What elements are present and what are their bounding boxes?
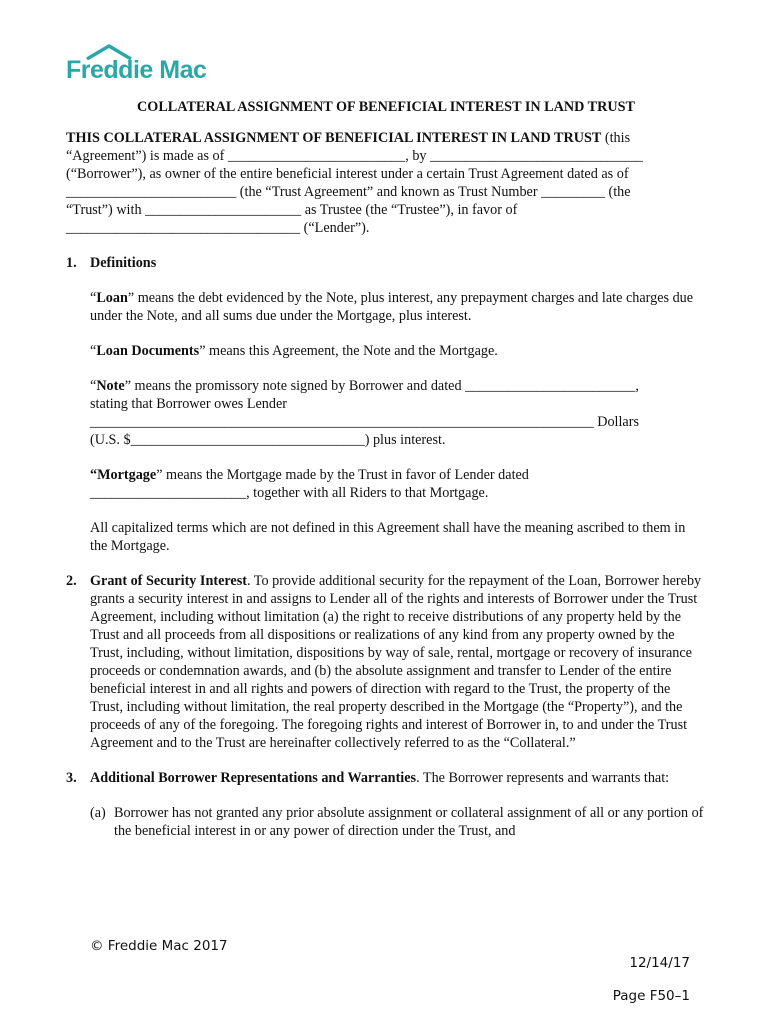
footer-date: 12/14/17 bbox=[629, 955, 690, 971]
term-note: Note bbox=[96, 378, 125, 394]
intro-line-5: “Trust”) with ______________________ as Trustee (the “Trustee”), in favor of bbox=[66, 202, 518, 218]
note-line-2: stating that Borrower owes Lender bbox=[90, 396, 287, 412]
intro-line-1: (this bbox=[601, 130, 631, 146]
intro-line-6: _________________________________ (“Lender”). bbox=[66, 220, 370, 236]
definition-text: ” means the debt evidenced by the Note, plus interest, any prepayment charges and late charges due under the Note, and all sums due under the Mortgage, plus interest. bbox=[90, 290, 694, 324]
intro-lead: THIS COLLATERAL ASSIGNMENT OF BENEFICIAL INTEREST IN LAND TRUST bbox=[66, 130, 602, 146]
subsection-text: Borrower has not granted any prior absolute assignment or collateral assignment of all or any portion of the beneficial interest in or any power of direction under the Trust, and bbox=[114, 805, 704, 839]
term-loan: Loan bbox=[96, 290, 128, 306]
mortgage-line-2: ______________________, together with all Riders to that Mortgage. bbox=[90, 485, 489, 501]
section-heading: Additional Borrower Representations and Warranties bbox=[90, 770, 417, 786]
footer-page-number: Page F50–1 bbox=[612, 988, 690, 1004]
capitalized-terms-paragraph: All capitalized terms which are not defined in this Agreement shall have the meaning ascribed to them in the Mortgage. bbox=[90, 520, 686, 554]
document-title: COLLATERAL ASSIGNMENT OF BENEFICIAL INTEREST IN LAND TRUST bbox=[137, 99, 635, 115]
definition-note: “Note” means the promissory note signed by Borrower and dated ________________________, stating that Borrower owes Lender _______________________________________________________________________ Dollars (U.S. $_________________________________) plus interest. bbox=[90, 377, 706, 449]
definition-loan-documents: “Loan Documents” means this Agreement, the Note and the Mortgage. bbox=[90, 343, 498, 359]
section-text: . To provide additional security for the repayment of the Loan, Borrower hereby grants a security interest in and assigns to Lender all of the rights and interests of Borrower under the Trust Agreement, including without limitation (a) the right to receive distributions of any property held by the Trust and all proceeds from all dispositions or realizations of any kind from any property owned by the Trust, including, without limitation, dispositions by way of sale, rental, mortgage or recovery of insurance proceeds or condemnation awards, and (b) the absolute assignment and transfer to Lender of the entire beneficial interest in and all rights and powers of direction with regard to the Trust, the property of the Trust, including without limitation, the real property described in the Mortgage (the “Property”), and the proceeds of any of the foregoing. The foregoing rights and interest of Borrower in, to and under the Trust Agreement and to the Trust are hereinafter collectively referred to as the “Collateral.” bbox=[90, 573, 702, 751]
section-heading: Grant of Security Interest bbox=[90, 573, 247, 589]
intro-line-4: ________________________ (the “Trust Agreement” and known as Trust Number _________ (the bbox=[66, 184, 631, 200]
subsection-label: (a) bbox=[90, 805, 106, 821]
term-loan-documents: Loan Documents bbox=[96, 343, 200, 359]
section-number: 1. bbox=[66, 255, 77, 271]
section-definitions bbox=[66, 254, 706, 555]
section-text: . The Borrower represents and warrants that: bbox=[416, 770, 670, 786]
note-line-3: _______________________________________________________________________ Dollars bbox=[90, 414, 639, 430]
definition-text: ” means the promissory note signed by Borrower and dated ________________________, bbox=[124, 378, 639, 394]
section-number: 3. bbox=[66, 770, 77, 786]
intro-line-3: (“Borrower”), as owner of the entire beneficial interest under a certain Trust Agreement dated as of bbox=[66, 166, 629, 182]
document-body bbox=[66, 98, 706, 840]
definition-text: ” means the Mortgage made by the Trust in favor of Lender dated bbox=[156, 467, 529, 483]
definition-text: ” means this Agreement, the Note and the Mortgage. bbox=[199, 343, 498, 359]
intro-line-2: “Agreement”) is made as of _________________________, by ______________________________ bbox=[66, 148, 643, 164]
freddie-mac-logo bbox=[66, 44, 226, 86]
definition-loan: “Loan” means the debt evidenced by the Note, plus interest, any prepayment charges and late charges due under the Note, and all sums due under the Mortgage, plus interest. bbox=[90, 290, 694, 324]
definition-mortgage bbox=[90, 466, 706, 502]
note-line-4: (U.S. $_________________________________) plus interest. bbox=[90, 432, 446, 448]
logo-text: Freddie Mac bbox=[66, 56, 207, 84]
footer-copyright: © Freddie Mac 2017 bbox=[90, 938, 228, 954]
section-grant-of-security-interest bbox=[66, 572, 706, 752]
subsection-a bbox=[90, 804, 706, 840]
intro-paragraph bbox=[66, 129, 706, 237]
section-representations-warranties bbox=[66, 769, 706, 840]
term-mortgage: “Mortgage bbox=[90, 467, 157, 483]
section-number: 2. bbox=[66, 573, 77, 589]
section-heading: Definitions bbox=[90, 255, 157, 271]
